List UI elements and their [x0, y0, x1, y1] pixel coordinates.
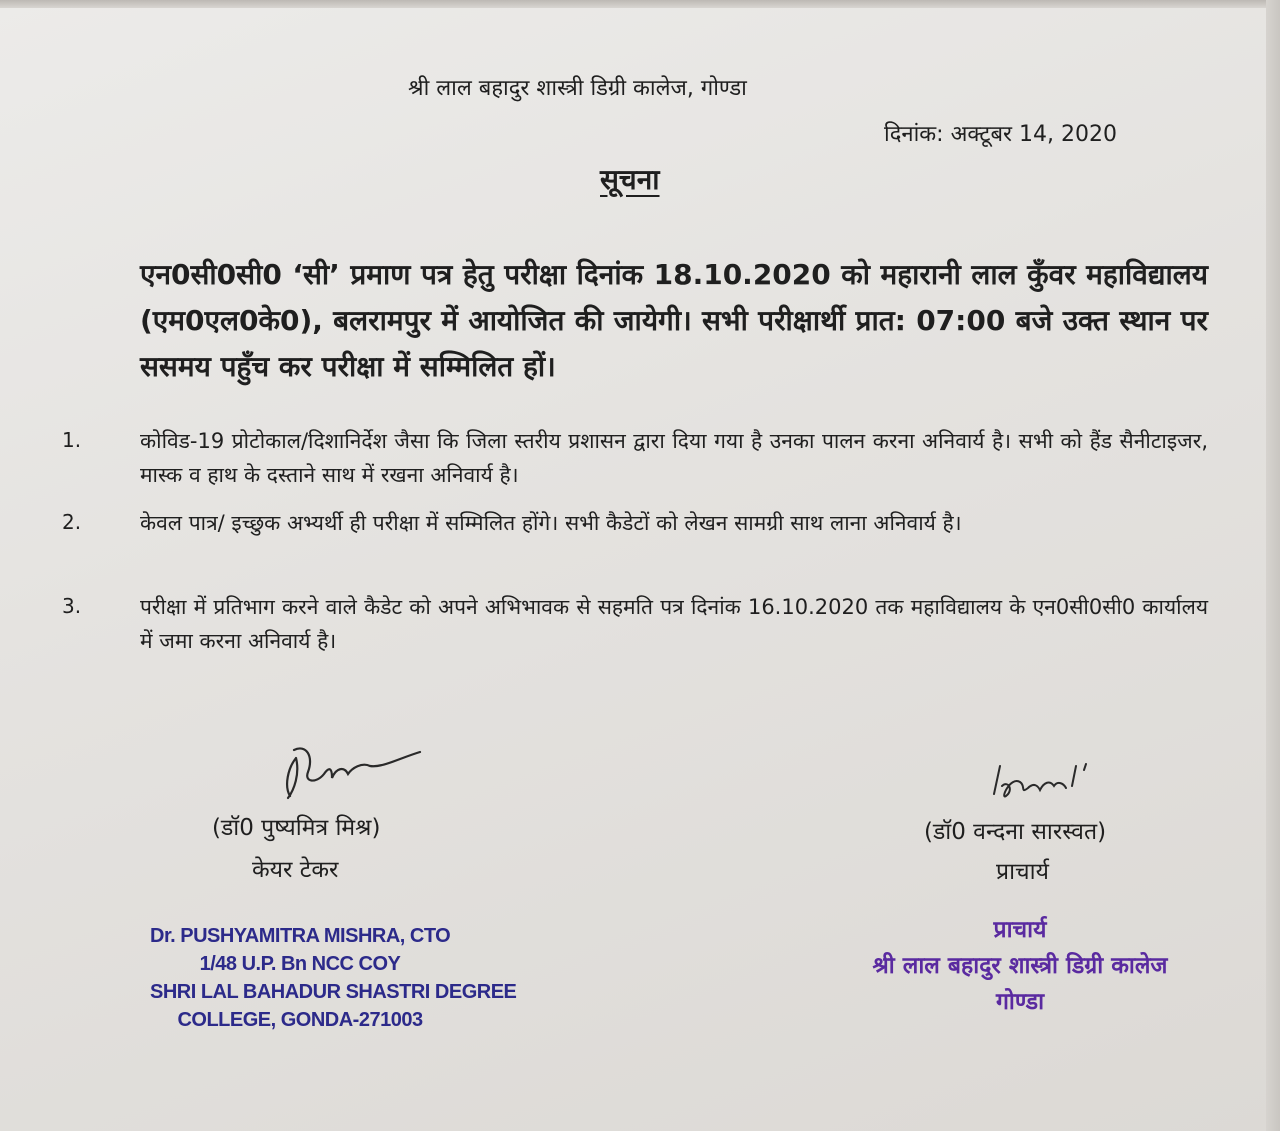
caretaker-stamp [150, 922, 517, 1034]
caretaker-signature [270, 738, 430, 808]
paper-right-edge [1266, 0, 1280, 1131]
item-2-text: केवल पात्र/ इच्छुक अभ्यर्थी ही परीक्षा में सम्मिलित होंगे। सभी कैडेटों को लेखन सामग्री साथ लाना अनिवार्य है। [140, 511, 962, 535]
caretaker-role: केयर टेकर [252, 857, 339, 883]
stamp-line: SHRI LAL BAHADUR SHASTRI DEGREE [150, 981, 517, 1003]
item-3-number: 3. [62, 594, 82, 618]
principal-signature [980, 756, 1100, 806]
item-3-text: परीक्षा में प्रतिभाग करने वाले कैडेट को अपने अभिभावक से सहमति पत्र दिनांक 16.10.2020 तक महाविद्यालय के एन0सी0सी0 कार्यालय में जमा करना अनिवार्य है। [140, 595, 1208, 653]
notice-date: दिनांक: अक्टूबर 14, 2020 [884, 122, 1117, 147]
principal-name: (डॉ0 वन्दना सारस्वत) [924, 819, 1107, 845]
principal-stamp [830, 912, 1210, 1020]
stamp-line: COLLEGE, GONDA-271003 [177, 1009, 423, 1031]
item-1-number: 1. [62, 428, 82, 452]
principal-role: प्राचार्य [996, 859, 1049, 885]
stamp-line: श्री लाल बहादुर शास्त्री डिग्री कालेज [872, 953, 1168, 979]
college-heading: श्री लाल बहादुर शास्त्री डिग्री कालेज, गोण्डा [408, 76, 747, 101]
stamp-line: Dr. PUSHYAMITRA MISHRA, CTO [150, 925, 451, 947]
stamp-line: गोण्डा [995, 989, 1045, 1015]
notice-paragraph: एन0सी0सी0 ‘सी’ प्रमाण पत्र हेतु परीक्षा दिनांक 18.10.2020 को महारानी लाल कुँवर महाविद्यालय (एम0एल0के0), बलरामपुर में आयोजित की जायेगी। सभी परीक्षार्थी प्रात: 07:00 बजे उक्त स्थान पर ससमय पहुँच कर परीक्षा में सम्मिलित हों। [140, 258, 1208, 383]
stamp-line: प्राचार्य [993, 917, 1047, 943]
caretaker-name: (डॉ0 पुष्यमित्र मिश्र) [212, 815, 381, 841]
notice-title: सूचना [600, 163, 660, 196]
item-1-text: कोविड-19 प्रोटोकाल/दिशानिर्देश जैसा कि जिला स्तरीय प्रशासन द्वारा दिया गया है उनका पालन करना अनिवार्य है। सभी को हैंड सैनीटाइजर, मास्क व हाथ के दस्ताने साथ में रखना अनिवार्य है। [140, 429, 1208, 487]
item-2-number: 2. [62, 510, 82, 534]
stamp-line: 1/48 U.P. Bn NCC COY [199, 953, 401, 975]
paper-fold-edge [0, 0, 1280, 8]
